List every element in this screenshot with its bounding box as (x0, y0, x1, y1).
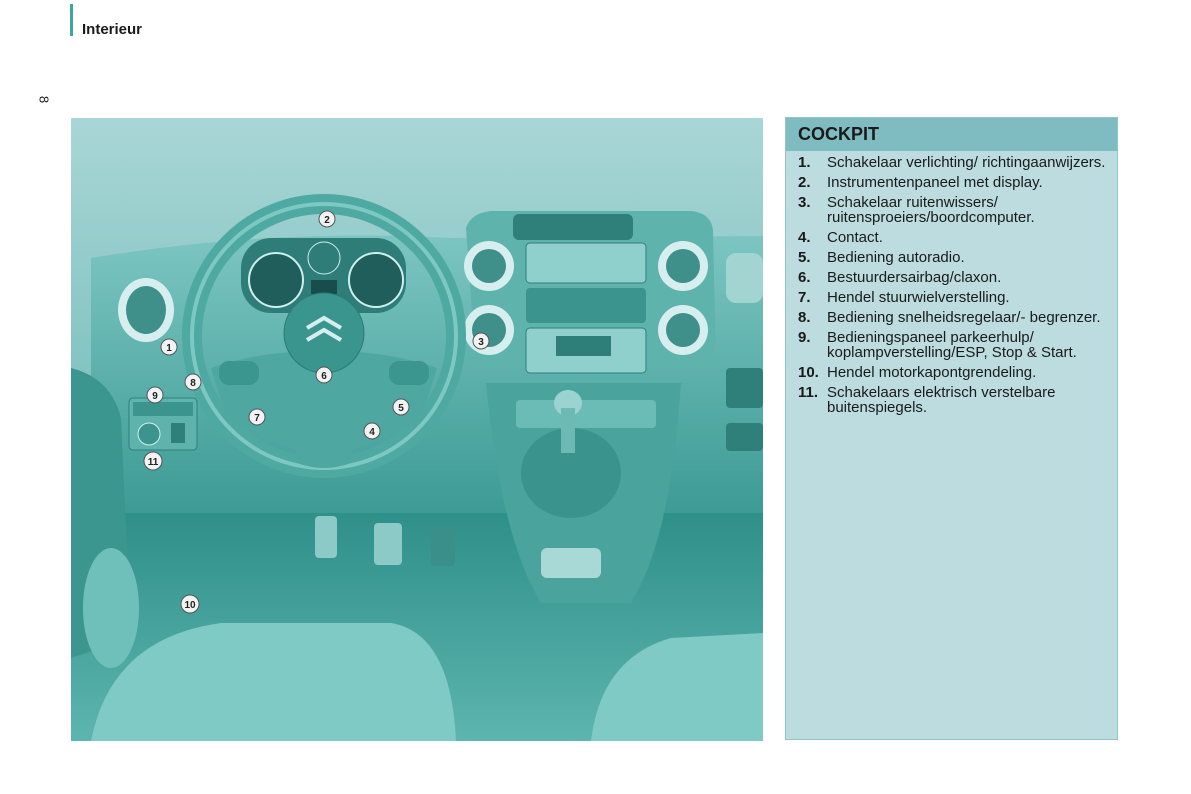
section-title: Interieur (82, 21, 143, 38)
item-number: 5. (798, 249, 811, 266)
svg-text:3: 3 (478, 337, 484, 348)
item-number: 11. (798, 384, 819, 401)
list-item (798, 250, 1117, 265)
svg-text:4: 4 (369, 427, 375, 438)
callout-2 (319, 211, 335, 227)
cockpit-illustration (71, 118, 763, 741)
svg-text:8: 8 (190, 378, 196, 389)
svg-text:11: 11 (147, 457, 159, 468)
item-text: Hendel motorkapontgrendeling. (827, 364, 1037, 381)
cockpit-legend-panel (785, 117, 1118, 740)
callout-11 (144, 452, 162, 470)
callout-5 (393, 399, 409, 415)
list-item (798, 195, 1117, 225)
callout-6 (316, 367, 332, 383)
svg-text:5: 5 (398, 403, 404, 414)
callout-9 (147, 387, 163, 403)
item-text: Contact. (827, 229, 883, 246)
list-item (798, 230, 1117, 245)
item-text: Instrumentenpaneel met display. (827, 174, 1043, 191)
item-text: Schakelaar verlichting/ richtingaanwijzers. (827, 154, 1106, 171)
list-item (798, 385, 1117, 415)
cockpit-item-list (786, 151, 1117, 415)
callout-4 (364, 423, 380, 439)
svg-text:9: 9 (152, 391, 158, 402)
svg-text:1: 1 (166, 343, 172, 354)
svg-text:10: 10 (184, 600, 196, 611)
list-item (798, 175, 1117, 190)
svg-text:7: 7 (254, 413, 260, 424)
callout-8 (185, 374, 201, 390)
item-number: 6. (798, 269, 811, 286)
list-item (798, 365, 1117, 380)
svg-text:6: 6 (321, 371, 327, 382)
list-item (798, 270, 1117, 285)
callout-3 (473, 333, 489, 349)
list-item (798, 155, 1117, 170)
item-number: 9. (798, 329, 811, 346)
item-text: Bediening snelheidsregelaar/- begrenzer. (827, 309, 1101, 326)
item-text: Bestuurdersairbag/claxon. (827, 269, 1002, 286)
callout-10 (181, 595, 199, 613)
item-number: 7. (798, 289, 811, 306)
page-number: 8 (36, 95, 52, 104)
item-number: 10. (798, 364, 819, 381)
callout-1 (161, 339, 177, 355)
item-text: Schakelaar ruitenwissers/ ruitensproeiers/boordcomputer. (827, 194, 1035, 226)
item-text: Hendel stuurwielverstelling. (827, 289, 1010, 306)
cockpit-legend-header (786, 118, 1117, 151)
item-number: 1. (798, 154, 811, 171)
item-number: 4. (798, 229, 811, 246)
item-text: Bedieningspaneel parkeerhulp/ koplampverstelling/ESP, Stop & Start. (827, 329, 1077, 361)
list-item (798, 290, 1117, 305)
item-number: 3. (798, 194, 811, 211)
item-text: Bediening autoradio. (827, 249, 965, 266)
section-accent-bar (70, 4, 73, 36)
list-item (798, 330, 1117, 360)
svg-text:2: 2 (324, 215, 330, 226)
cockpit-title: COCKPIT (798, 124, 879, 144)
list-item (798, 310, 1117, 325)
item-number: 2. (798, 174, 811, 191)
item-text: Schakelaars elektrisch verstelbare buitenspiegels. (827, 384, 1056, 416)
item-number: 8. (798, 309, 811, 326)
callout-7 (249, 409, 265, 425)
